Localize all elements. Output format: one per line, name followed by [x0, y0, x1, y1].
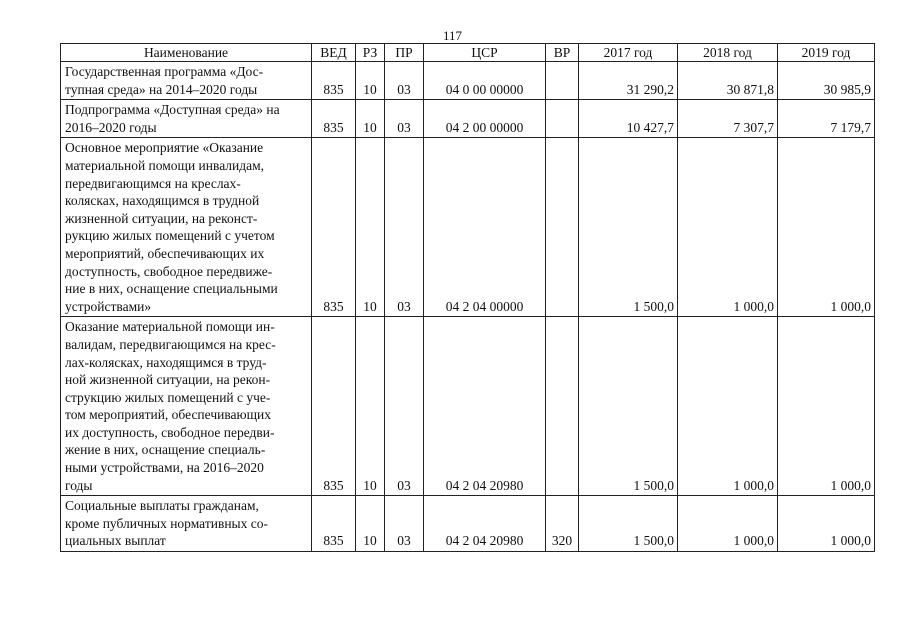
- row-pr: 03: [385, 496, 424, 552]
- row-name-cell: [61, 317, 312, 496]
- row-rz: 10: [356, 496, 385, 552]
- row-rz: 10: [356, 317, 385, 496]
- row-2019: 1 000,0: [778, 496, 875, 552]
- row-2018: 1 000,0: [678, 138, 778, 317]
- table-row: [61, 62, 875, 100]
- row-name-line: передвигающимся на креслах-: [65, 175, 241, 191]
- row-ved: 835: [312, 62, 356, 100]
- row-name-line: ными устройствами, на 2016–2020: [65, 460, 264, 476]
- header-rz: РЗ: [356, 44, 385, 62]
- row-name-line: Подпрограмма «Доступная среда» на: [65, 102, 280, 118]
- row-name-line: Социальные выплаты гражданам,: [65, 498, 259, 514]
- row-ved: 835: [312, 138, 356, 317]
- row-name-line: годы: [65, 477, 93, 493]
- row-name-line: доступность, свободное передвиже-: [65, 263, 273, 279]
- row-rz: 10: [356, 100, 385, 138]
- header-2019: 2019 год: [778, 44, 875, 62]
- header-csr: ЦСР: [424, 44, 546, 62]
- row-pr: 03: [385, 100, 424, 138]
- budget-table: [60, 43, 875, 552]
- row-name-line: рукцию жилых помещений с учетом: [65, 228, 275, 244]
- row-vr: [546, 317, 579, 496]
- page-number: 117: [442, 28, 463, 43]
- row-name-cell: [61, 62, 312, 100]
- row-2018: 7 307,7: [678, 100, 778, 138]
- row-2019: 1 000,0: [778, 138, 875, 317]
- row-csr: 04 2 04 20980: [424, 317, 546, 496]
- row-name-line: ние в них, оснащение специальными: [65, 281, 278, 297]
- header-name: Наименование: [61, 44, 312, 62]
- table-header-row: [61, 44, 875, 62]
- row-2019: 7 179,7: [778, 100, 875, 138]
- row-vr: [546, 138, 579, 317]
- row-name-line: тупная среда» на 2014–2020 годы: [65, 81, 258, 97]
- row-name-line: Основное мероприятие «Оказание: [65, 140, 264, 156]
- row-2017: 10 427,7: [579, 100, 678, 138]
- row-rz: 10: [356, 138, 385, 317]
- row-ved: 835: [312, 496, 356, 552]
- row-name-line: кроме публичных нормативных со-: [65, 515, 268, 531]
- row-name-line: том мероприятий, обеспечивающих: [65, 407, 271, 423]
- row-csr: 04 2 00 00000: [424, 100, 546, 138]
- row-csr: 04 2 04 00000: [424, 138, 546, 317]
- row-ved: 835: [312, 317, 356, 496]
- row-name-line: жизненной ситуации, на реконст-: [65, 210, 258, 226]
- row-name-line: устройствами»: [65, 298, 152, 314]
- table-row: [61, 317, 875, 496]
- row-vr: [546, 100, 579, 138]
- row-name-cell: [61, 138, 312, 317]
- row-name-line: их доступность, свободное передви-: [65, 424, 275, 440]
- header-2018: 2018 год: [678, 44, 778, 62]
- row-2017: 1 500,0: [579, 496, 678, 552]
- row-2018: 1 000,0: [678, 496, 778, 552]
- row-name-line: циальных выплат: [65, 533, 166, 549]
- row-name-line: колясках, находящимся в трудной: [65, 193, 260, 209]
- row-vr: [546, 62, 579, 100]
- row-2018: 30 871,8: [678, 62, 778, 100]
- row-name-line: Государственная программа «Дос-: [65, 64, 264, 79]
- row-2017: 31 290,2: [579, 62, 678, 100]
- row-2019: 30 985,9: [778, 62, 875, 100]
- row-ved: 835: [312, 100, 356, 138]
- table-row: [61, 138, 875, 317]
- row-csr: 04 2 04 20980: [424, 496, 546, 552]
- row-name-line: ной жизненной ситуации, на рекон-: [65, 372, 271, 388]
- row-name-line: мероприятий, обеспечивающих их: [65, 245, 265, 261]
- table-row: [61, 496, 875, 552]
- row-pr: 03: [385, 138, 424, 317]
- row-name-cell: [61, 100, 312, 138]
- row-name-line: лах-колясках, находящимся в труд-: [65, 354, 267, 370]
- header-2017: 2017 год: [579, 44, 678, 62]
- row-name-line: струкцию жилых помещений с уче-: [65, 389, 271, 405]
- row-name-line: 2016–2020 годы: [65, 119, 157, 135]
- row-name-cell: [61, 496, 312, 552]
- header-pr: ПР: [385, 44, 424, 62]
- row-vr: 320: [546, 496, 579, 552]
- row-name-line: валидам, передвигающимся на крес-: [65, 336, 276, 352]
- row-pr: 03: [385, 317, 424, 496]
- header-ved: ВЕД: [312, 44, 356, 62]
- header-vr: ВР: [546, 44, 579, 62]
- row-csr: 04 0 00 00000: [424, 62, 546, 100]
- row-name-line: Оказание материальной помощи ин-: [65, 319, 275, 335]
- table-row: [61, 100, 875, 138]
- row-name-line: материальной помощи инвалидам,: [65, 157, 265, 173]
- row-2017: 1 500,0: [579, 138, 678, 317]
- row-rz: 10: [356, 62, 385, 100]
- row-2017: 1 500,0: [579, 317, 678, 496]
- row-2019: 1 000,0: [778, 317, 875, 496]
- row-pr: 03: [385, 62, 424, 100]
- row-2018: 1 000,0: [678, 317, 778, 496]
- row-name-line: жение в них, оснащение специаль-: [65, 442, 266, 458]
